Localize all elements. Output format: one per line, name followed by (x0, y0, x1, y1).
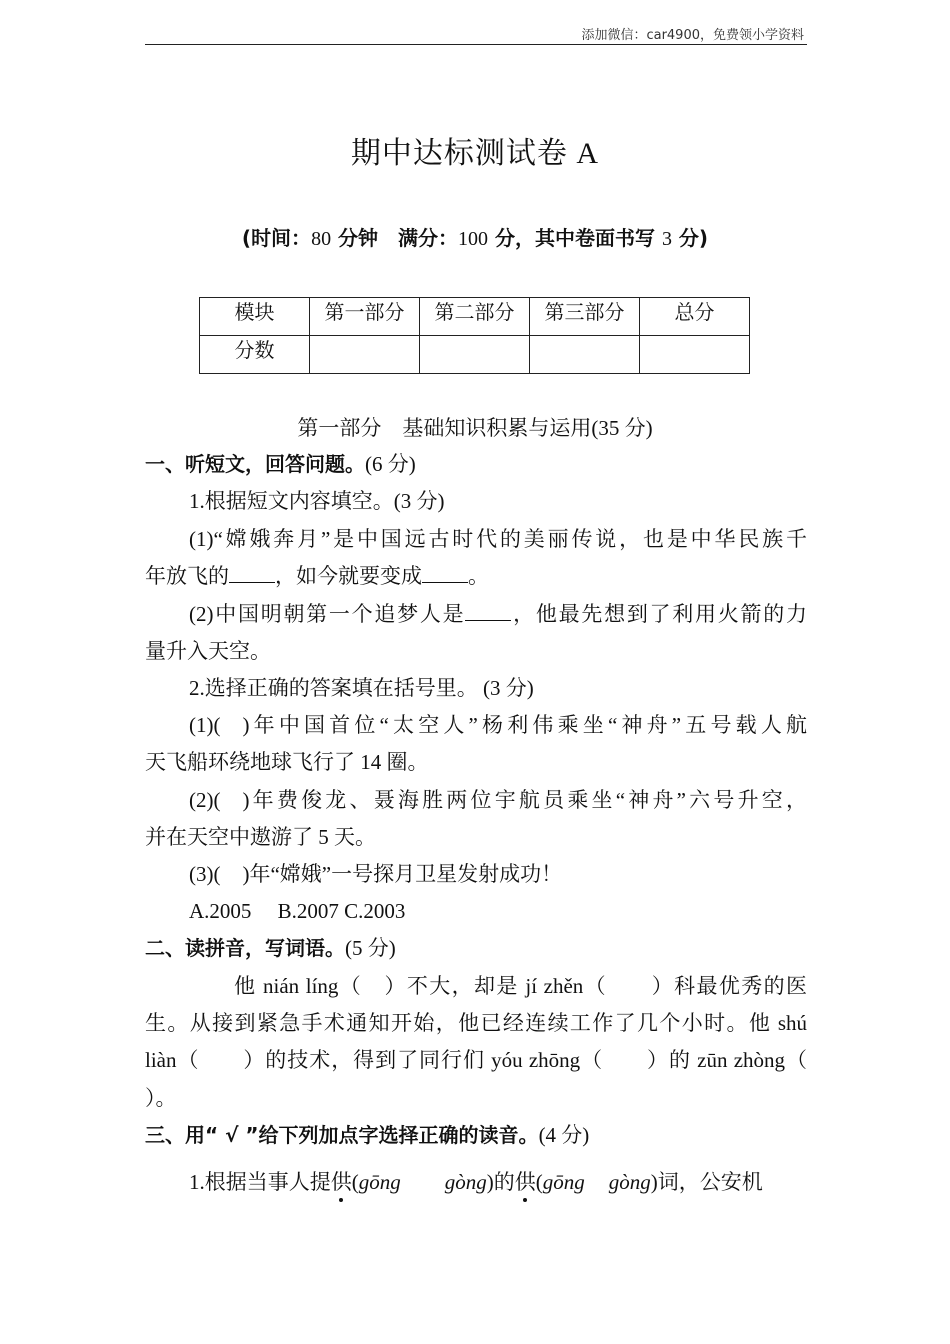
question-3-1 (189, 1168, 807, 1196)
score-cell-part1[interactable] (310, 336, 420, 374)
question-2-points: (5 分) (345, 936, 396, 960)
header-note: 添加微信：car4900，免费领小学资料 (581, 28, 804, 43)
question-3-title (145, 1121, 807, 1149)
dotted-char-1: 供 (330, 1170, 352, 1194)
score-table-score-row (200, 336, 750, 374)
question-1-2-options: A.2005 B.2007 C.2003 (189, 899, 406, 923)
score-table (199, 297, 750, 374)
question-2-title-text: 二、读拼音，写词语。 (145, 936, 345, 960)
question-1-1-1-line-b (145, 562, 807, 590)
fill-blank-2[interactable] (422, 564, 468, 583)
q123-post: )年“嫦娥”一号探月卫星发射成功！ (242, 862, 563, 886)
score-row-label: 分数 (200, 336, 310, 374)
score-header-cell: 第一部分 (310, 298, 420, 336)
exam-info-part1: (时间： (241, 226, 312, 250)
q111b-pre: 年放飞的 (145, 564, 229, 588)
question-1-2-2-line-b: 并在天空中遨游了 5 天。 (145, 825, 376, 849)
question-1-2-2-line-a (189, 786, 807, 814)
pinyin-option-2b[interactable]: gòng (608, 1170, 651, 1194)
q31-pre: 1.根据当事人提 (189, 1170, 331, 1194)
q112a-pre: (2)中国明朝第一个追梦人是 (189, 602, 466, 626)
question-3-points: (4 分) (538, 1123, 590, 1147)
question-2-line-2: 生。从接到紧急手术通知开始，他已经连续工作了几个小时。他 shú (145, 1011, 807, 1035)
exam-full-score: 100 (458, 228, 489, 250)
pinyin-option-1a[interactable]: gōng (358, 1170, 401, 1194)
exam-info (0, 222, 950, 251)
q31-paren-close-1: ) (486, 1170, 494, 1194)
score-header-cell: 第三部分 (530, 298, 640, 336)
question-1-2-1-line-b: 天飞船环绕地球飞行了 14 圈。 (145, 750, 429, 774)
question-2-line-4: ）。 (145, 1086, 177, 1110)
question-2-line-3: liàn（ ）的技术，得到了同行们 yóu zhōng（ ）的 zūn zhòng（ (145, 1048, 807, 1072)
score-table-header-row (200, 298, 750, 336)
q31-post: )词，公安机 (650, 1170, 763, 1194)
q111b-end: 。 (468, 564, 489, 588)
score-cell-part3[interactable] (530, 336, 640, 374)
exam-time: 80 (311, 228, 332, 250)
score-header-cell: 总分 (640, 298, 750, 336)
question-2-title (145, 934, 807, 962)
dotted-char-2: 供 (514, 1170, 536, 1194)
q31-paren-open-2: ( (535, 1170, 543, 1194)
question-2-line-1: 他 nián líng（ ）不大，却是 jí zhěn（ ）科最优秀的医 (234, 974, 807, 998)
q122-pre: (2)( (189, 788, 221, 812)
pinyin-option-2a[interactable]: gōng (542, 1170, 585, 1194)
exam-info-part3: 分，其中卷面书写 (488, 226, 662, 250)
score-cell-part2[interactable] (420, 336, 530, 374)
fill-blank-1[interactable] (229, 564, 275, 583)
question-1-2-1-line-a (189, 711, 807, 739)
question-1-2-3 (189, 860, 807, 888)
exam-neat-score: 3 (661, 228, 672, 250)
question-1-1-2-line-a (189, 600, 807, 628)
q111b-mid: ，如今就要变成 (275, 564, 422, 588)
q122-post: )年费俊龙、聂海胜两位宇航员乘坐“神舟”六号升空， (242, 788, 807, 812)
question-1-title (145, 450, 807, 478)
q121-post: )年中国首位“太空人”杨利伟乘坐“神舟”五号载人航 (242, 713, 807, 737)
exam-info-part2: 分钟 满分： (331, 226, 459, 250)
question-1-1: 1.根据短文内容填空。(3 分) (189, 489, 445, 513)
q123-pre: (3)( (189, 862, 221, 886)
pinyin-option-1b[interactable]: gòng (444, 1170, 487, 1194)
question-3-title-text: 三、用“ √ ”给下列加点字选择正确的读音。 (145, 1123, 539, 1147)
question-1-2: 2.选择正确的答案填在括号里。 (3 分) (189, 676, 534, 700)
fill-blank-3[interactable] (465, 602, 511, 621)
q121-pre: (1)( (189, 713, 221, 737)
exam-info-part4: 分) (671, 226, 709, 250)
q31-paren-open-1: ( (351, 1170, 359, 1194)
q112a-post: ，他最先想到了利用火箭的力 (511, 602, 807, 626)
question-1-points: (6 分) (365, 452, 416, 476)
score-header-cell: 模块 (200, 298, 310, 336)
score-header-cell: 第二部分 (420, 298, 530, 336)
header-divider (145, 44, 807, 45)
page-title: 期中达标测试卷 A (350, 137, 600, 170)
question-1-1-1-line-a: (1)“嫦娥奔月”是中国远古时代的美丽传说，也是中华民族千 (189, 527, 807, 551)
question-1-title-text: 一、听短文，回答问题。 (145, 452, 365, 476)
q31-mid: 的 (493, 1170, 515, 1194)
question-1-1-2-line-b: 量升入天空。 (145, 639, 271, 663)
score-cell-total[interactable] (640, 336, 750, 374)
section-heading: 第一部分 基础知识积累与运用(35 分) (297, 416, 653, 440)
